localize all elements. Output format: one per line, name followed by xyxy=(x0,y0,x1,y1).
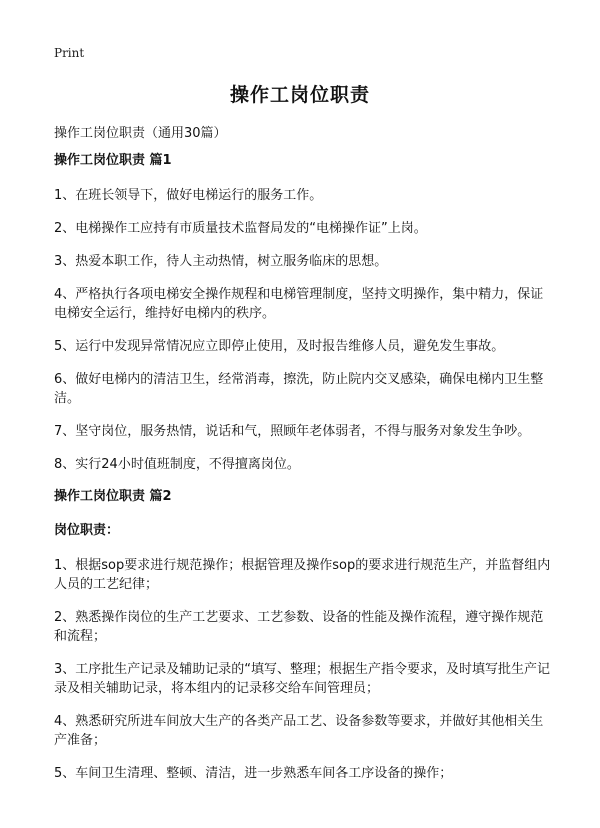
print-label: Print xyxy=(54,46,85,60)
list-item: 6、做好电梯内的清洁卫生，经常消毒，擦洗，防止院内交叉感染，确保电梯内卫生整洁。 xyxy=(54,372,544,406)
section-heading-2: 操作工岗位职责 篇2 xyxy=(54,489,172,504)
list-item: 1、在班长领导下，做好电梯运行的服务工作。 xyxy=(54,188,323,203)
list-item: 2、电梯操作工应持有市质量技术监督局发的“电梯操作证”上岗。 xyxy=(54,221,427,236)
document-body xyxy=(54,152,556,797)
list-item: 8、实行24小时值班制度，不得擅离岗位。 xyxy=(54,457,300,472)
list-item: 4、严格执行各项电梯安全操作规程和电梯管理制度，坚持文明操作，集中精力，保证电梯安全运行，维持好电梯内的秩序。 xyxy=(54,287,544,321)
document-title: 操作工岗位职责 xyxy=(229,84,370,106)
list-item: 4、熟悉研究所进车间放大生产的各类产品工艺、设备参数等要求，并做好其他相关生产准备； xyxy=(54,714,544,748)
list-item: 5、车间卫生清理、整顿、清洁，进一步熟悉车间各工序设备的操作； xyxy=(54,766,453,781)
list-item: 3、热爱本职工作，待人主动热情，树立服务临床的思想。 xyxy=(54,254,388,269)
document-subtitle: 操作工岗位职责（通用30篇） xyxy=(54,126,227,141)
list-item: 5、运行中发现异常情况应立即停止使用，及时报告维修人员，避免发生事故。 xyxy=(54,339,505,354)
section-heading-1: 操作工岗位职责 篇1 xyxy=(54,153,172,168)
list-item: 7、坚守岗位，服务热情，说话和气，照顾年老体弱者，不得与服务对象发生争吵。 xyxy=(54,424,531,439)
list-item: 1、根据sop要求进行规范操作；根据管理及操作sop的要求进行规范生产，并监督组内人员的工艺纪律； xyxy=(54,558,551,592)
list-item: 2、熟悉操作岗位的生产工艺要求、工艺参数、设备的性能及操作流程，遵守操作规范和流程； xyxy=(54,610,544,644)
list-item: 3、工序批生产记录及辅助记录的“填写、整理；根据生产指令要求，及时填写批生产记录及相关辅助记录，将本组内的记录移交给车间管理员； xyxy=(54,662,551,696)
section-subheading: 岗位职责： xyxy=(54,523,120,538)
